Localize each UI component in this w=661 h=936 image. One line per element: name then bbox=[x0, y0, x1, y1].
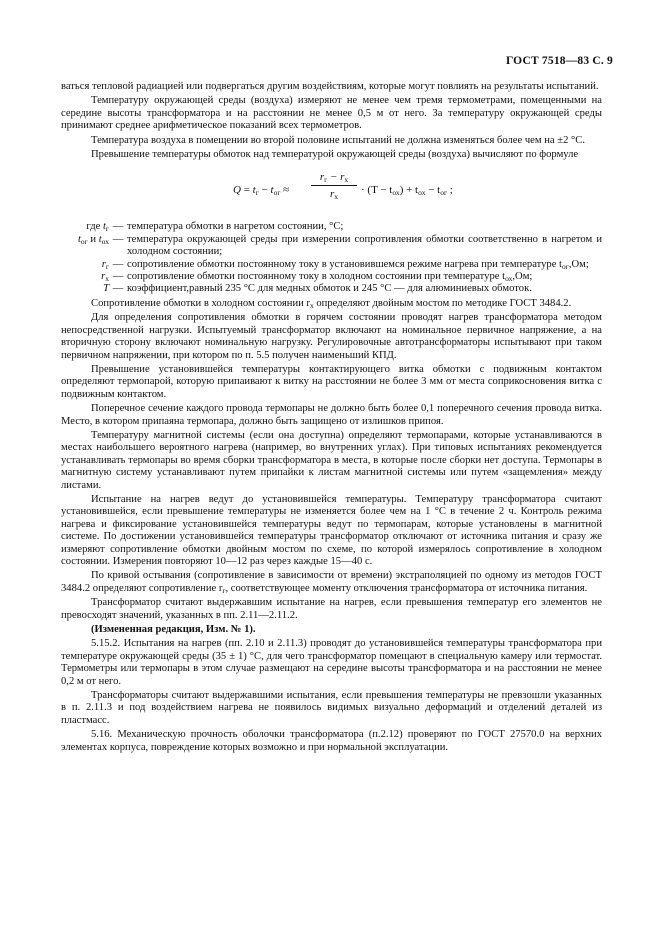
formula-right-side: · $(T - t_{ох}) + t_{ох} - t_{ог}$ ; bbox=[361, 184, 453, 198]
amendment-note: (Измененная редакция, Изм. № 1). bbox=[91, 624, 256, 636]
paragraph: Испытание на нагрев ведут до установившейся температуры. Температуру трансформатора считают установившейся, если превышение температуры не изменяется более чем на 1 °С в течение 2 ч. Контроль режима нагрева и фиксирование установившейся температуры ведут по термопарам, которые установлены в магнитной системе. По достижении установившейся температуры трансформатор отключают от источника питания и сразу же измеряют сопротивление обмотки двойным мостом по схеме, по которой измерялось сопротивление в холодном состоянии. Измерения повторяют 10—12 раз через каждые 15—40 с. bbox=[61, 493, 602, 567]
paragraph: 5.16. Механическую прочность оболочки трансформатора (п.2.12) проверяют по ГОСТ 27570.0 на верхних элементах корпуса, повреждение которых возможно и при нормальной эксплуатации. bbox=[61, 729, 602, 753]
fraction-numerator: $r_г - r_x$ bbox=[311, 171, 357, 185]
paragraph: Поперечное сечение каждого провода термопары не должно быть более 0,1 поперечного сечения провода витка. Место, в котором припаяна термопара, должно быть защищено от излишков припоя. bbox=[61, 403, 602, 427]
paragraph: Превышение температуры обмоток над температурой окружающей среды (воздуха) вычисляют по формуле bbox=[91, 149, 579, 161]
fraction-denominator: $r_x$ bbox=[329, 187, 339, 201]
symbol-definitions bbox=[61, 221, 602, 295]
paragraph: Трансформатор считают выдержавшим испытание на нагрев, если превышения температур его элементов не превосходят значений, указанных в пп. 2.11—2.11.2. bbox=[61, 597, 602, 621]
paragraph: 5.15.2. Испытания на нагрев (пп. 2.10 и 2.11.3) проводят до установившейся температуры трансформатора при температуре окружающей среды (35 ± 1) °С, для чего трансформатор помещают в специальную камеру или термостат. Термометры или термопары в этом случае размещают на середине высоты трансформатора и на расстоянии не менее 0,2 м от него. bbox=[61, 638, 602, 687]
paragraph: Температуру окружающей среды (воздуха) измеряют не менее чем тремя термометрами, помещенными на середине высоты трансформатора и на расстоянии не менее 0,5 м от него. За температуру окружающей среды принимают среднее арифметическое показаний всех термометров. bbox=[61, 95, 602, 132]
paragraph: Температуру магнитной системы (если она доступна) определяют термопарами, которые устанавливаются в местах наибольшего вероятного нагрева (например, во внутренних углах). При типовых испытаниях рекомендуется устанавливать термопары во время сборки трансформатора в места, в которые после сборки нет доступа. Термопары в магнитную систему устанавливают путем припайки к листам магнитной системы или путем «защемления» между листами. bbox=[61, 429, 602, 491]
paragraph: Трансформаторы считают выдержавшими испытания, если превышения температуры не превзошли указанных в п. 2.11.3 и под воздействием нагрева не появилось видимых визуально деформаций и отделений деталей из пластмасс. bbox=[61, 690, 602, 726]
definition-row: $r_г$ — сопротивление обмотки постоянному току в установившемся режиме нагрева при температуре $t_{ог},Ом$; bbox=[101, 258, 589, 271]
paragraph: По кривой остывания (сопротивление в зависимости от времени) экстраполяцией по одному из методов ГОСТ 3484.2 определяют сопротивление $r_г$, соответствующее моменту отключения трансформатора от источника питания. bbox=[61, 570, 602, 595]
definition-row: $r_х$ — сопротивление обмотки постоянному току в холодном состоянии при температуре $t_{ох},Ом$; bbox=[101, 271, 533, 284]
paragraph: Превышение установившейся температуры контактирующего витка обмотки с подвижным контактом определяют термопарой, которую припаивают к витку на расстоянии не более 3 мм от места соприкосновения витка с подвижным контактом. bbox=[61, 363, 602, 400]
page-header: ГОСТ 7518—83 С. 9 bbox=[505, 55, 613, 67]
paragraph: Сопротивление обмотки в холодном состоянии $r_x$ определяют двойным мостом по методике ГОСТ 3484.2. bbox=[91, 297, 572, 310]
formula-fraction bbox=[311, 171, 357, 200]
paragraph: Температура воздуха в помещении во второй половине испытаний не должна изменяться более чем на ±2 °С. bbox=[91, 134, 585, 146]
document-body bbox=[61, 81, 602, 756]
temperature-rise-formula bbox=[61, 169, 602, 215]
definition-row: T — коэффициент,равный 235 °С для медных обмоток и 245 °С — для алюминиевых обмоток. bbox=[103, 283, 532, 295]
formula-left-side: $Q = t_г - t_{ог}$ ≈ bbox=[233, 184, 290, 198]
definition-row: $t_{ог}$ и $t_{ох}$ — температура окружающей среды при измерении сопротивления обмотки соответственно в нагретом и холодном состоянии; bbox=[77, 233, 602, 258]
paragraph: Для определения сопротивления обмотки в горячем состоянии проводят нагрев трансформатора методом непосредственной нагрузки. Испытуемый трансформатор включают на номинальное первичное напряжение, а на вторичную сторону включают номинальную нагрузку. Регулировочные автотрансформаторы испытывают при таком первичном напряжении, при котором по п. 5.5 получен наименьший КПД. bbox=[61, 312, 602, 361]
definition-row: где $t_г$ — температура обмотки в нагретом состоянии, °С; bbox=[86, 221, 344, 234]
paragraph: ваться тепловой радиацией или подвергаться другим воздействиям, которые могут повлиять на результаты испытаний. bbox=[61, 81, 599, 92]
